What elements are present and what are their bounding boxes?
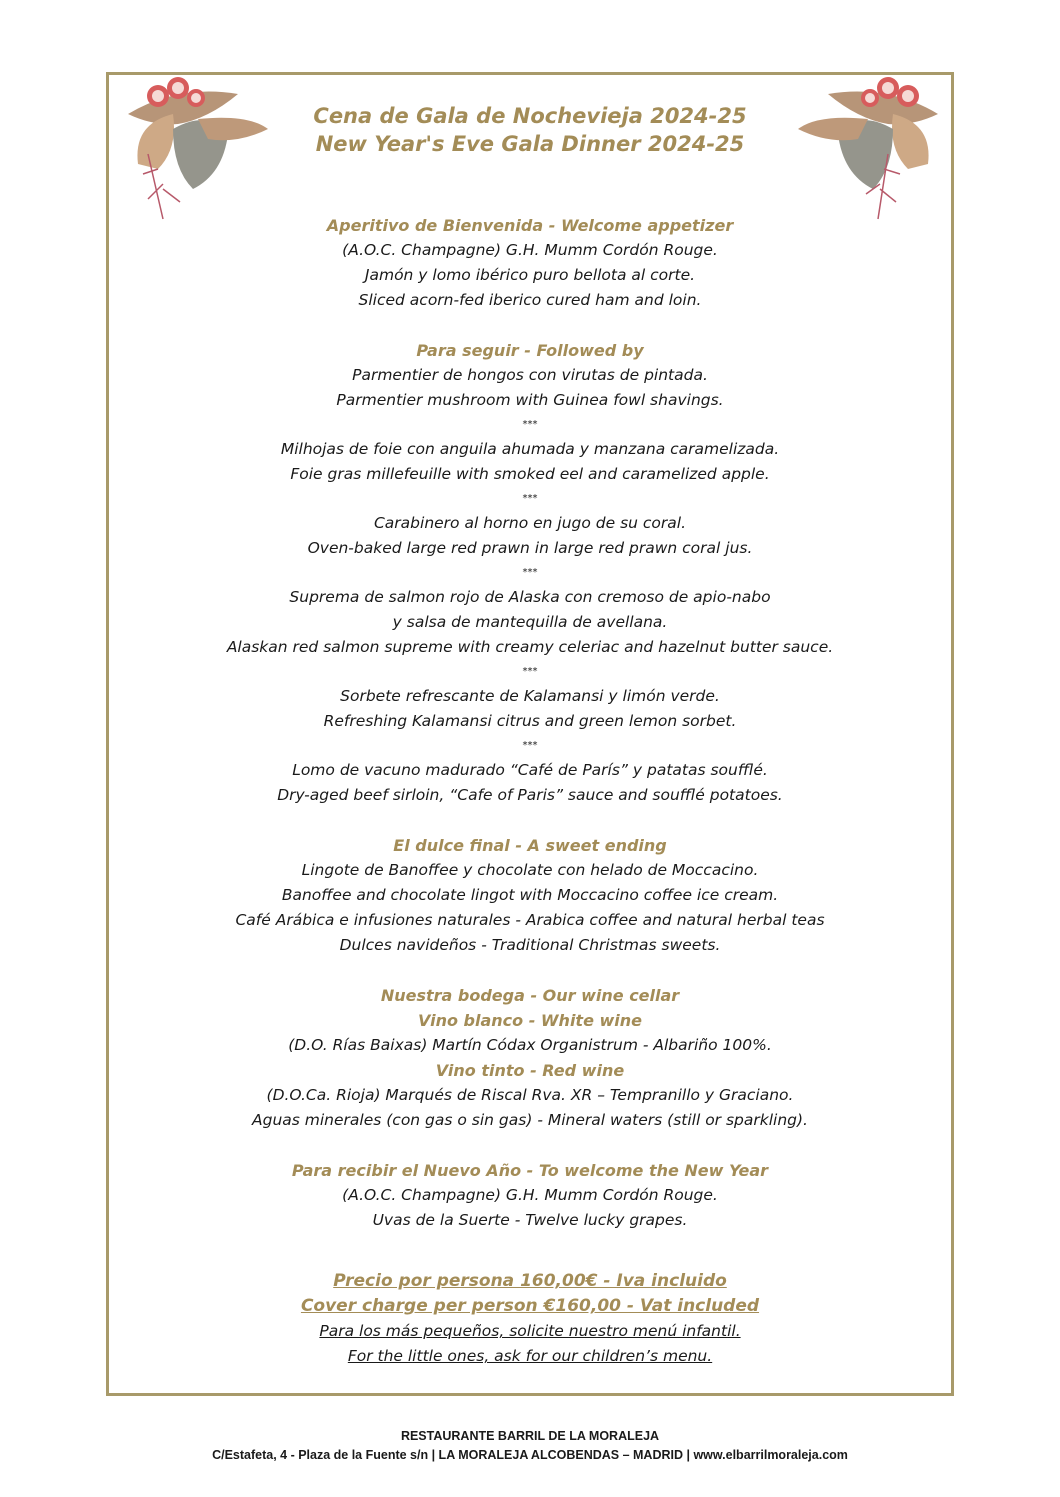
separator: *** [522,567,538,578]
menu-line: Sliced acorn-fed iberico cured ham and loin. [358,291,702,309]
menu-line: (D.O. Rías Baixas) Martín Códax Organistrum - Albariño 100%. [288,1036,772,1054]
menu-line: Parmentier mushroom with Guinea fowl shavings. [336,391,724,409]
separator: *** [522,493,538,504]
menu-line: (A.O.C. Champagne) G.H. Mumm Cordón Rouge. [342,241,718,259]
price-es: Precio por persona 160,00€ - Iva incluido [333,1271,727,1291]
restaurant-address: C/Estafeta, 4 - Plaza de la Fuente s/n | LA MORALEJA ALCOBENDAS – MADRID | www.elbarrilmoraleja.com [212,1448,848,1462]
section-heading-aperitivo: Aperitivo de Bienvenida - Welcome appetizer [326,216,734,235]
footer [0,1427,1060,1465]
section-heading-seguir: Para seguir - Followed by [416,341,644,360]
menu-line: Lingote de Banoffee y chocolate con helado de Moccacino. [301,861,759,879]
subheading-red-wine: Vino tinto - Red wine [435,1061,625,1080]
section-heading-nuevo: Para recibir el Nuevo Año - To welcome the New Year [291,1161,769,1180]
menu-line: Café Arábica e infusiones naturales - Arabica coffee and natural herbal teas [235,911,825,929]
menu-line: Uvas de la Suerte - Twelve lucky grapes. [372,1211,688,1229]
separator: *** [522,740,538,751]
kids-menu-note-en: For the little ones, ask for our children’s menu. [347,1347,713,1365]
menu-line: Parmentier de hongos con virutas de pintada. [352,366,708,384]
menu-body [150,213,910,1369]
title-en: New Year's Eve Gala Dinner 2024-25 [315,132,745,156]
restaurant-name: RESTAURANTE BARRIL DE LA MORALEJA [400,1429,660,1443]
menu-line: Refreshing Kalamansi citrus and green lemon sorbet. [323,712,737,730]
price-en: Cover charge per person €160,00 - Vat included [300,1296,760,1316]
kids-menu-note-es: Para los más pequeños, solicite nuestro menú infantil. [319,1322,741,1340]
menu-line: Dulces navideños - Traditional Christmas sweets. [339,936,721,954]
menu-line: Foie gras millefeuille with smoked eel and caramelized apple. [290,465,770,483]
menu-line: Carabinero al horno en jugo de su coral. [373,514,687,532]
menu-line: Milhojas de foie con anguila ahumada y manzana caramelizada. [280,440,780,458]
separator: *** [522,666,538,677]
menu-line: Sorbete refrescante de Kalamansi y limón verde. [340,687,720,705]
menu-line: Alaskan red salmon supreme with creamy celeriac and hazelnut butter sauce. [226,638,834,656]
subheading-white-wine: Vino blanco - White wine [417,1011,643,1030]
menu-title [200,102,860,158]
menu-line: Jamón y lomo ibérico puro bellota al corte. [364,266,696,284]
menu-line: y salsa de mantequilla de avellana. [392,613,668,631]
menu-line: Dry-aged beef sirloin, “Cafe of Paris” sauce and soufflé potatoes. [277,786,783,804]
menu-line: Aguas minerales (con gas o sin gas) - Mineral waters (still or sparkling). [252,1111,808,1129]
section-heading-dulce: El dulce final - A sweet ending [393,836,667,855]
separator: *** [522,419,538,430]
section-heading-bodega: Nuestra bodega - Our wine cellar [380,986,680,1005]
menu-line: (A.O.C. Champagne) G.H. Mumm Cordón Rouge. [342,1186,718,1204]
menu-line: Suprema de salmon rojo de Alaska con cremoso de apio-nabo [289,588,771,606]
menu-line: Banoffee and chocolate lingot with Moccacino coffee ice cream. [281,886,779,904]
title-es: Cena de Gala de Nochevieja 2024-25 [313,104,747,128]
menu-line: Oven-baked large red prawn in large red prawn coral jus. [307,539,753,557]
menu-line: (D.O.Ca. Rioja) Marqués de Riscal Rva. XR – Tempranillo y Graciano. [266,1086,794,1104]
menu-line: Lomo de vacuno madurado “Café de París” y patatas soufflé. [292,761,768,779]
